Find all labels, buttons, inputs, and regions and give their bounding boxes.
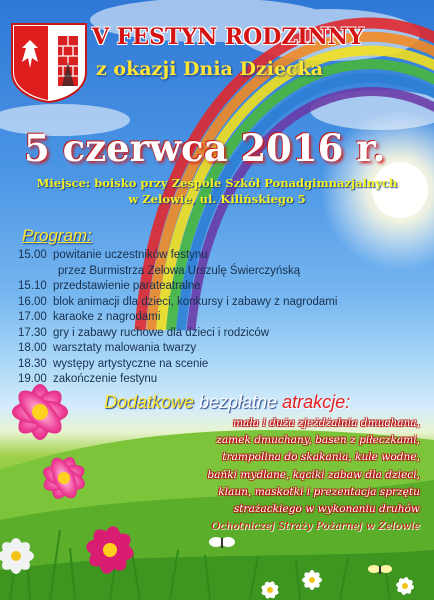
program-heading: Program: [22,226,92,245]
extras-heading-word: atrakcje: [282,392,351,412]
butterfly [368,565,392,574]
venue-line: w Zelowie, ul. Kilińskiego 5 [128,192,306,206]
schedule-activity: występy artystyczne na scenie [53,357,209,370]
schedule-activity: blok animacji dla dzieci, konkursy i zabawy z nagrodami [53,295,338,308]
schedule-time: 17.00 [18,311,47,323]
schedule-row [18,372,428,388]
poster-subtitle: z okazji Dnia Dziecka [96,58,324,80]
extras-heading [104,392,434,413]
event-venue [0,175,434,207]
extras-line: zamek dmuchany, basen z piłeczkami, [216,434,420,447]
program-schedule [18,248,428,388]
schedule-activity: warsztaty malowania twarzy [53,342,197,354]
extras-line-fire-brigade: Ochotniczej Straży Pożarnej w Zelowie [211,520,420,533]
schedule-activity: przez Burmistrza Zelowa Urszulę Świerczyńską [58,264,301,277]
schedule-activity: karaoke z nagrodami [53,311,161,323]
extras-line: klaun, maskotki i prezentacja sprzętu [218,485,420,498]
venue-line: Miejsce: boisko przy Zespole Szkół Ponadgimnazjalnych [36,176,398,190]
schedule-time: 18.30 [18,357,47,370]
flower [302,570,322,590]
extras-heading-word: Dodatkowe [104,392,195,412]
schedule-row [18,295,428,311]
schedule-row [18,341,428,357]
schedule-time: 19.00 [18,373,47,385]
extras-line: bańki mydlane, kąciki zabaw dla dzieci, [207,468,420,481]
schedule-activity: zakończenie festynu [53,373,158,385]
extra-attractions [94,392,434,535]
schedule-time: 16.00 [18,295,47,308]
schedule-row [18,357,428,373]
extras-line: strażackiego w wykonaniu druhów [233,503,420,516]
schedule-time: 15.10 [18,280,47,292]
extras-list [94,415,434,535]
schedule-activity: gry i zabawy ruchowe dla dzieci i rodziców [53,326,270,339]
event-date: 5 czerwca 2016 r. [24,126,386,170]
schedule-row [18,264,428,280]
schedule-row [18,310,428,326]
schedule-row [18,248,428,264]
schedule-time: 18.00 [18,342,47,354]
butterfly [209,537,235,548]
schedule-activity: powitanie uczestników festynu [53,249,208,261]
poster-title: V FESTYN RODZINNY [92,24,364,50]
extras-line: trampolina do skakania, kule wodne, [222,451,420,464]
schedule-row [18,326,428,342]
schedule-time: 15.00 [18,249,47,261]
schedule-time: 17.30 [18,326,47,339]
schedule-activity: przedstawienie parateatralne [53,280,201,292]
schedule-row [18,279,428,295]
coat-of-arms-icon [10,22,88,104]
extras-heading-word: bezpłatne [199,392,278,412]
extras-line: mała i duża zjeżdżalnia dmuchana, [232,417,420,429]
flower [12,384,69,441]
